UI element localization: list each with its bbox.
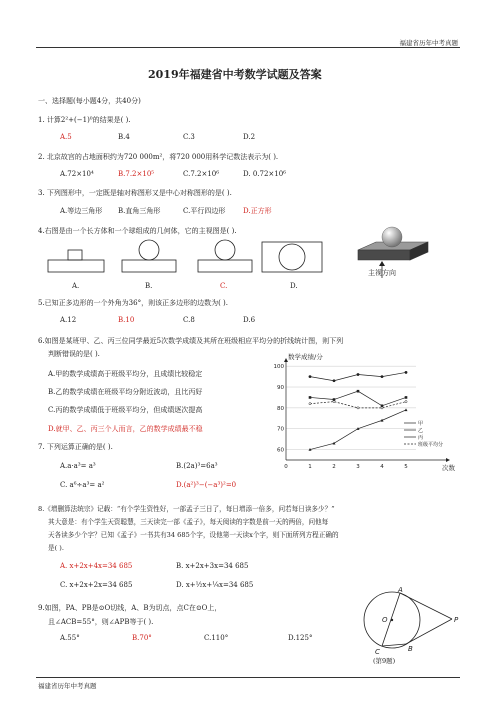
chart-x-tick-label: 1 (308, 464, 312, 470)
question-8-option-d: D. x+½x+¼x=34 685 (176, 581, 254, 589)
question-6-option-b: B.乙的数学成绩在班级平均分附近波动，且比丙好 (48, 388, 203, 396)
question-7-option-d: D.(a²)³−(−a³)²=0 (176, 481, 237, 489)
question-8-stem-line2: 其大意是：有个学生天资聪慧，三天读完一部《孟子》，每天阅读的字数是前一天的两倍，问他每 (48, 518, 329, 526)
question-5-option-a: A.12 (60, 316, 77, 324)
question-2-option-b: B.7.2×10⁵ (118, 170, 155, 178)
fig-label-b: B (408, 645, 413, 653)
question-1-option-b: B.4 (118, 133, 130, 141)
chart-y-tick-label: 100 (273, 364, 284, 371)
question-8-option-b: B. x+2x+3x=34 685 (176, 562, 249, 570)
view-option-b-figure (122, 240, 176, 272)
view-direction-label: 主视方向 (368, 269, 396, 277)
page-title: 2019年福建省中考数学试题及答案 (148, 68, 322, 81)
question-5-option-c: C.8 (183, 316, 195, 324)
chart-y-axis-label: 数学成绩/分 (288, 353, 323, 361)
question-2-option-a: A.72×10⁴ (60, 170, 94, 178)
chart-point-s0 (357, 373, 360, 376)
score-line-chart (266, 348, 462, 474)
question-9-option-a: A.55° (60, 634, 80, 642)
question-8-option-c: C. x+2x+2x=34 685 (60, 581, 133, 589)
question-7-option-b: B.(2a)³=6a³ (176, 462, 218, 470)
question-1-option-c: C.3 (183, 133, 195, 141)
question-4-option-b: B. (145, 282, 153, 290)
chart-y-tick-label: 60 (277, 447, 284, 454)
chart-y-tick-label: 80 (277, 405, 284, 412)
question-5-option-d: D.6 (243, 316, 256, 324)
fig-label-o: O (382, 616, 388, 624)
page-footer: 福建省历年中考真题 (38, 682, 97, 690)
chart-point-s3 (357, 407, 359, 409)
question-9-option-c: C.110° (204, 634, 229, 642)
fig-label-c: C (375, 648, 380, 656)
question-5-stem: 5.已知正多边形的一个外角为36°，则该正多边形的边数为( ). (38, 299, 228, 307)
question-3-option-b: B.直角三角形 (118, 207, 161, 215)
question-8-stem-line4: 是( ). (48, 544, 64, 552)
question-7-option-c: C. a⁶÷a³= a² (60, 481, 105, 489)
view-option-d-figure (262, 242, 322, 272)
view-option-a-figure (48, 250, 104, 272)
chart-point-s3 (333, 401, 335, 403)
fig-label-p: P (454, 616, 459, 624)
question-4-option-a: A. (72, 282, 80, 290)
chart-legend-label: 甲 (418, 421, 424, 427)
question-4-view-figures (38, 238, 338, 280)
question-4-option-c: C. (220, 282, 228, 290)
chart-point-s0 (333, 379, 336, 382)
question-6-option-d: D.就甲、乙、丙三个人而言，乙的数学成绩最不稳 (48, 425, 203, 433)
question-7-stem: 7. 下列运算正确的是( ). (38, 443, 113, 451)
chart-point-s3 (405, 401, 407, 403)
chart-series-line-1 (310, 391, 406, 406)
chart-y-tick-label: 90 (277, 385, 284, 392)
chart-point-s3 (381, 407, 383, 409)
question-9-option-d: D.125° (288, 634, 313, 642)
chart-point-s0 (309, 375, 312, 378)
question-8-option-a: A. x+2x+4x=34 685 (60, 562, 133, 570)
question-5-option-b: B.10 (118, 316, 135, 324)
chart-x-arrow (446, 458, 450, 462)
chart-point-s2 (405, 408, 408, 411)
chart-y-tick-label: 70 (277, 426, 284, 433)
question-9-figure-caption: (第9题) (373, 657, 396, 665)
question-2-option-c: C.7.2×10⁶ (183, 170, 220, 178)
question-7-option-a: A.a·a³= a³ (60, 462, 96, 470)
question-6-option-a: A.甲的数学成绩高于班级平均分，且成绩比较稳定 (48, 370, 203, 378)
question-3-option-c: C.平行四边形 (183, 207, 226, 215)
question-6-stem-line2: 判断错误的是( ). (48, 350, 100, 358)
chart-point-s1 (309, 396, 312, 399)
footer-divider (36, 677, 460, 678)
question-1-option-d: D.2 (243, 133, 256, 141)
question-8-stem-line3: 天各读多少个字？已知《孟子》一书共有34 685个字，设他第一天读x个字，则下面所列方程正确的 (48, 531, 339, 539)
chart-point-s0 (381, 375, 384, 378)
chart-x-axis-label: 次数 (442, 464, 455, 472)
question-9-option-b: B.70° (132, 634, 152, 642)
chart-point-s1 (357, 390, 360, 393)
question-2-stem: 2. 北京故宫的占地面积约为720 000m²，将720 000用科学记数法表示为( ). (38, 153, 279, 161)
question-3-option-a: A.等边三角形 (60, 207, 103, 215)
chart-x-tick-label: 3 (356, 464, 360, 470)
chart-x-tick-label: 5 (404, 464, 408, 470)
chart-point-s2 (333, 442, 336, 445)
question-8-stem-line1: 8.《增删算法统宗》记载：“有个学生资性好，一部孟子三日了，每日增添一倍多，问若每日读多少？” (38, 505, 335, 513)
question-3-option-d: D.正方形 (243, 207, 272, 215)
question-2-option-d: D. 0.72×10⁶ (243, 170, 286, 178)
question-1-option-a: A.5 (60, 133, 72, 141)
question-1-stem: 1. 计算2²+(−1)⁰的结果是( ). (38, 116, 131, 124)
question-9-stem-line2: 且∠ACB=55°，则∠APB等于( ). (48, 618, 154, 626)
chart-point-s1 (405, 396, 408, 399)
header-divider (36, 47, 460, 48)
question-6-option-c: C.丙的数学成绩低于班级平均分，但成绩逐次提高 (48, 406, 203, 414)
question-9-stem-line1: 9.如图，PA、PB是⊙O切线，A、B为切点，点C在⊙O上， (38, 604, 222, 612)
section-heading: 一、选择题(每小题4分，共40分) (38, 97, 141, 105)
chart-x-tick-label: 2 (332, 464, 336, 470)
page-header: 福建省历年中考真题 (399, 39, 458, 47)
view-option-c-figure (198, 240, 252, 272)
question-4-stem: 4.右图是由一个长方体和一个球组成的几何体，它的主视图是( ). (38, 227, 237, 235)
question-6-stem-line1: 6.如图是某班甲、乙、丙三位同学最近5次数学成绩及其所在班级相应平均分的折线统计图，则下列 (38, 337, 344, 345)
question-3-stem: 3. 下列图形中，一定既是轴对称图形又是中心对称图形的是( ). (38, 189, 232, 197)
chart-x-tick-label: 0 (284, 464, 288, 470)
chart-legend-label: 丙 (418, 435, 424, 441)
chart-point-s3 (309, 403, 311, 405)
question-9-circle-figure (340, 586, 470, 656)
chart-x-tick-label: 4 (380, 464, 384, 470)
chart-legend-label: 乙 (418, 428, 424, 434)
chart-point-s0 (405, 371, 408, 374)
chart-legend-label: 班级平均分 (418, 442, 444, 448)
fig-label-a: A (398, 586, 403, 594)
question-4-option-d: D. (290, 282, 298, 290)
